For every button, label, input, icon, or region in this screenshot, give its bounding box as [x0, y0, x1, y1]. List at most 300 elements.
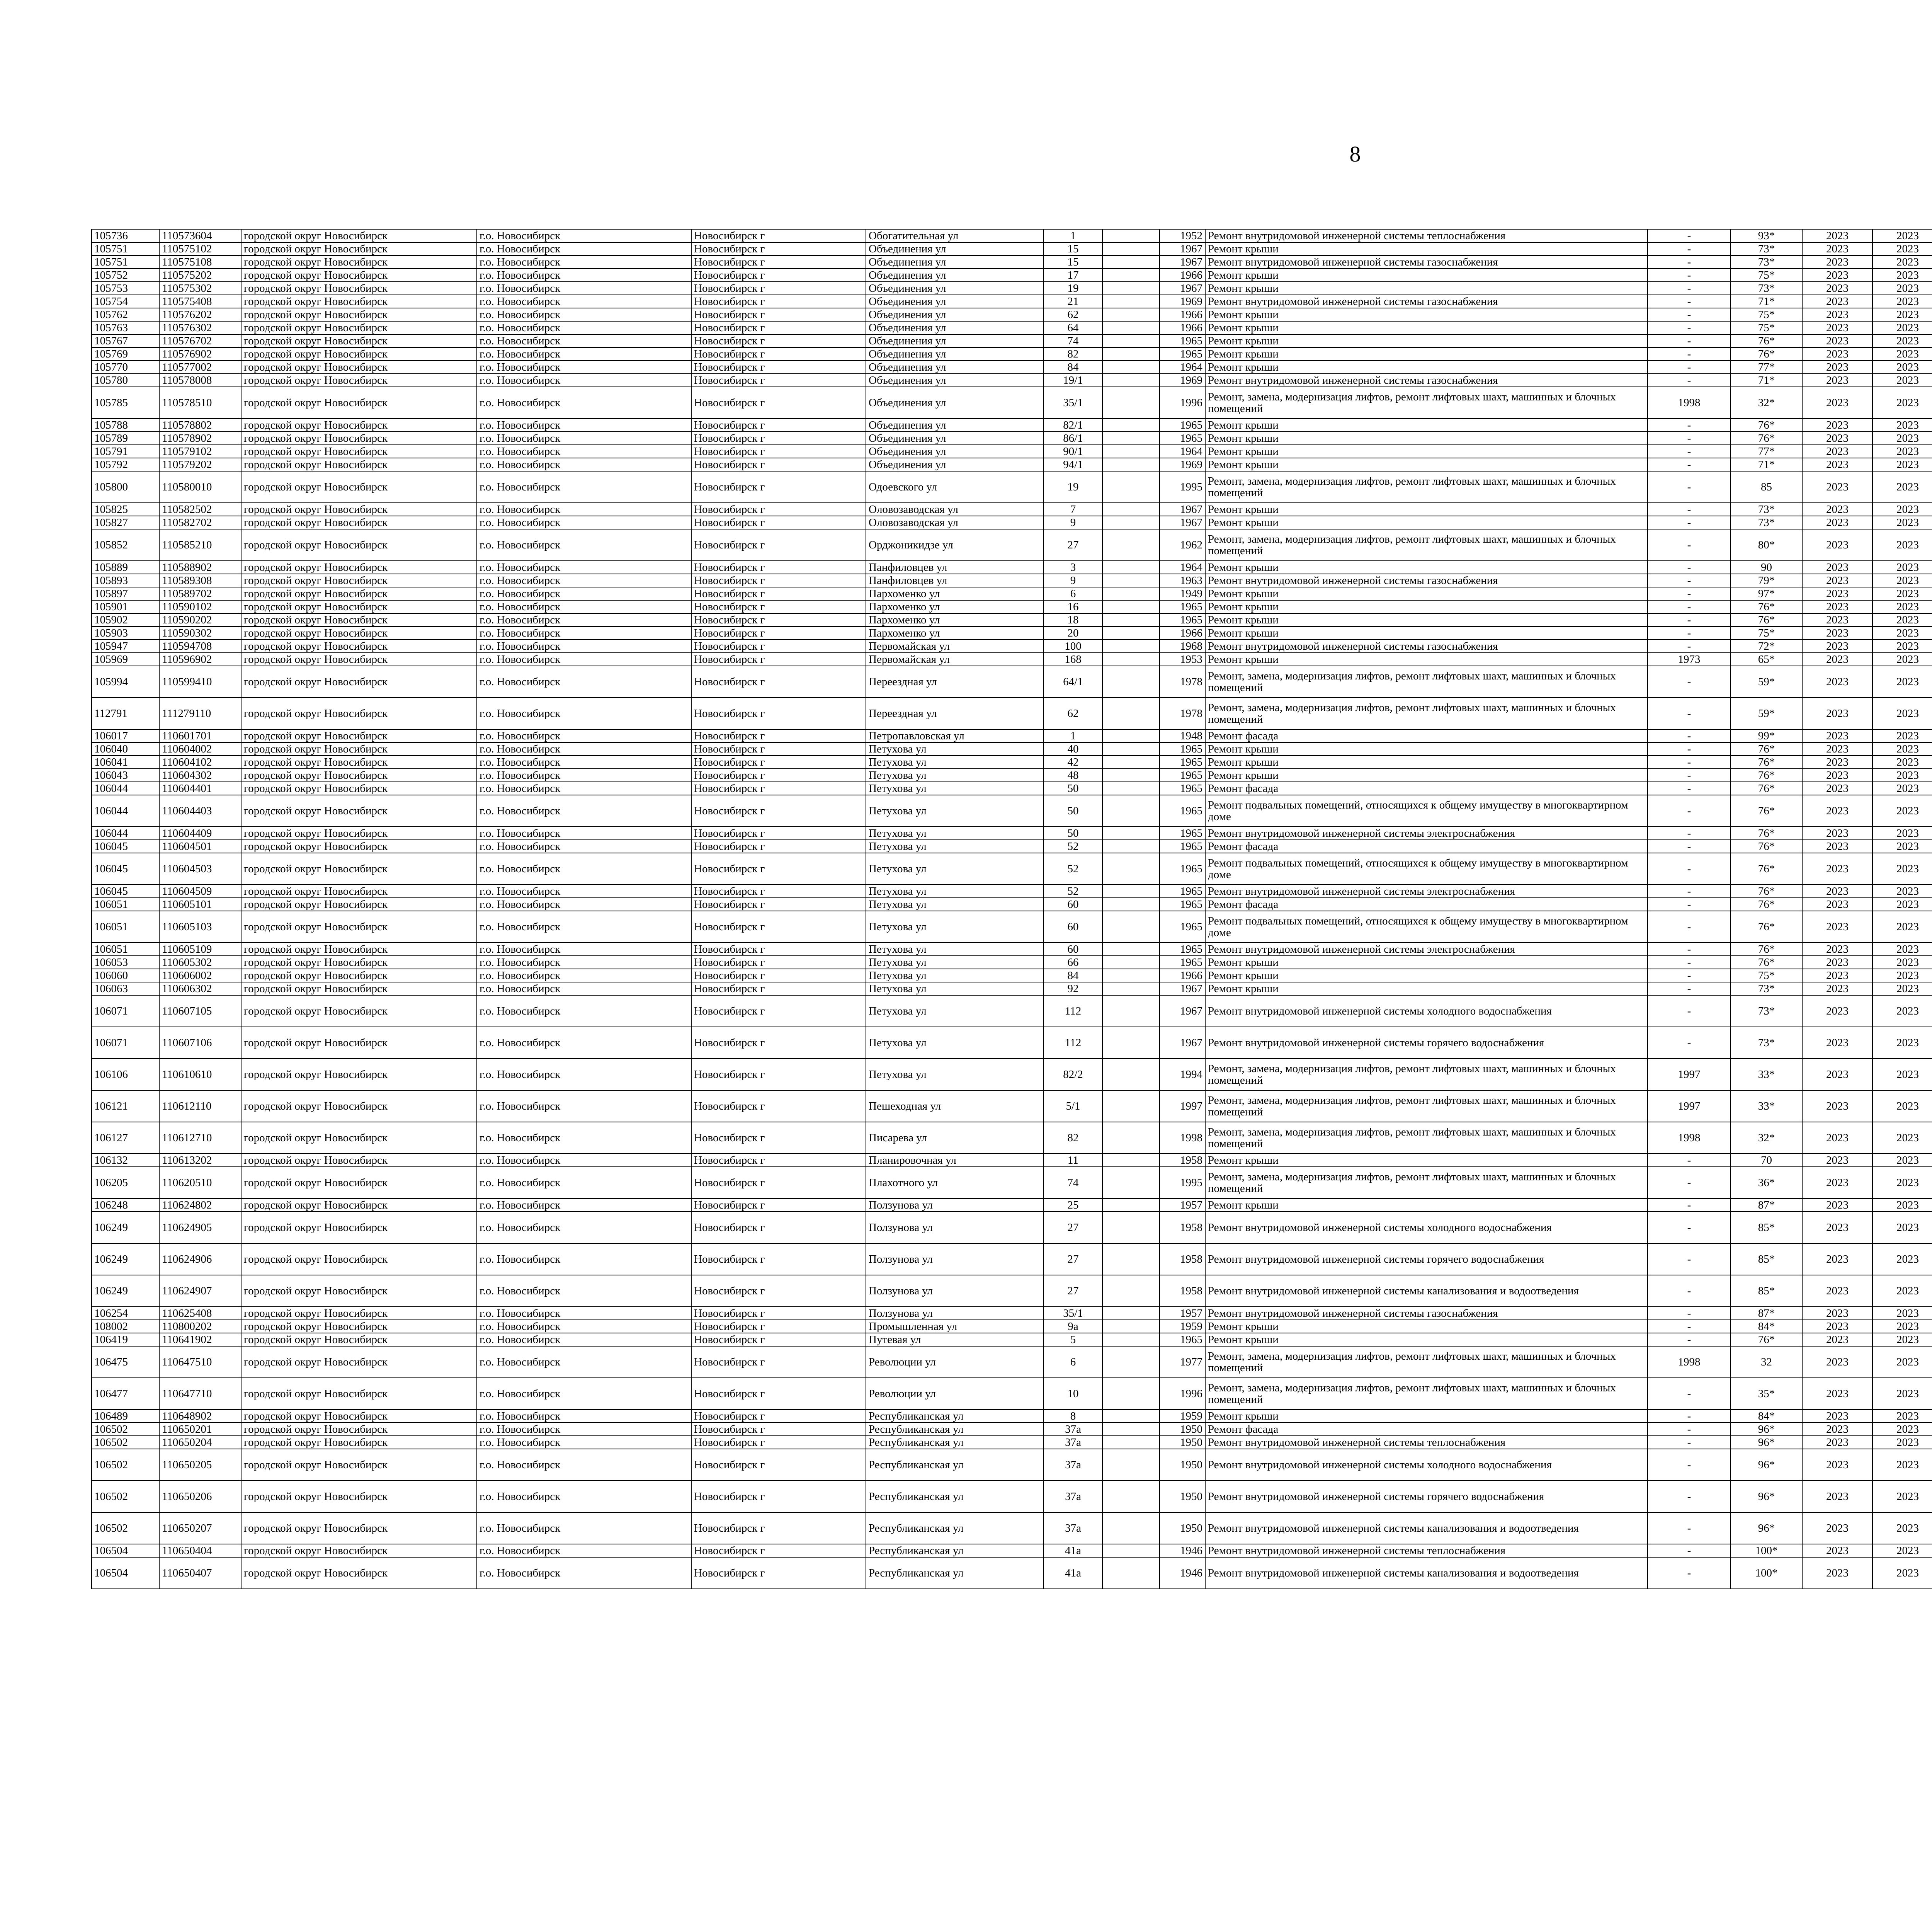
- record-id-cell: 110624906: [159, 1243, 241, 1275]
- plan-start-year-cell: 2023: [1802, 1199, 1872, 1212]
- building-cell: [1102, 374, 1160, 387]
- last-repair-year-cell: -: [1648, 627, 1731, 640]
- last-repair-year-cell: 1973: [1648, 653, 1731, 666]
- municipal-entity-cell: г.о. Новосибирск: [477, 1557, 691, 1589]
- municipal-entity-cell: г.о. Новосибирск: [477, 255, 691, 269]
- municipal-entity-cell: г.о. Новосибирск: [477, 1449, 691, 1481]
- street-cell: Петухова ул: [866, 885, 1044, 898]
- plan-end-year-cell: 2023: [1872, 516, 1932, 529]
- municipal-entity-cell: г.о. Новосибирск: [477, 1167, 691, 1199]
- municipal-district-cell: городской округ Новосибирск: [241, 769, 477, 782]
- plan-end-year-cell: 2023: [1872, 640, 1932, 653]
- locality-cell: Новосибирск г: [691, 782, 866, 795]
- work-type-cell: Ремонт крыши: [1205, 282, 1648, 295]
- work-type-cell: Ремонт фасада: [1205, 782, 1648, 795]
- street-cell: Объединения ул: [866, 347, 1044, 361]
- house-number-cell: 1: [1044, 229, 1102, 242]
- municipal-district-cell: городской округ Новосибирск: [241, 529, 477, 561]
- record-id-cell: 110650407: [159, 1557, 241, 1589]
- build-year-cell: 1965: [1160, 432, 1205, 445]
- house-number-cell: 37а: [1044, 1481, 1102, 1512]
- last-repair-year-cell: -: [1648, 1481, 1731, 1512]
- wear-percent-cell: 32*: [1731, 1122, 1802, 1154]
- last-repair-year-cell: -: [1648, 574, 1731, 587]
- house-id-cell: 105762: [92, 308, 159, 321]
- plan-start-year-cell: 2023: [1802, 1346, 1872, 1378]
- municipal-district-cell: городской округ Новосибирск: [241, 666, 477, 698]
- municipal-district-cell: городской округ Новосибирск: [241, 1423, 477, 1436]
- locality-cell: Новосибирск г: [691, 347, 866, 361]
- municipal-district-cell: городской округ Новосибирск: [241, 1320, 477, 1333]
- last-repair-year-cell: 1998: [1648, 1346, 1731, 1378]
- house-number-cell: 48: [1044, 769, 1102, 782]
- building-cell: [1102, 295, 1160, 308]
- plan-start-year-cell: 2023: [1802, 1275, 1872, 1307]
- plan-start-year-cell: 2023: [1802, 1378, 1872, 1410]
- build-year-cell: 1966: [1160, 308, 1205, 321]
- wear-percent-cell: 90: [1731, 561, 1802, 574]
- record-id-cell: 110605109: [159, 943, 241, 956]
- street-cell: Объединения ул: [866, 387, 1044, 419]
- work-type-cell: Ремонт, замена, модернизация лифтов, ремонт лифтовых шахт, машинных и блочных помещений: [1205, 471, 1648, 503]
- plan-start-year-cell: 2023: [1802, 1557, 1872, 1589]
- municipal-entity-cell: г.о. Новосибирск: [477, 1199, 691, 1212]
- municipal-entity-cell: г.о. Новосибирск: [477, 242, 691, 255]
- house-id-cell: 106071: [92, 1027, 159, 1059]
- work-type-cell: Ремонт крыши: [1205, 969, 1648, 982]
- house-number-cell: 9: [1044, 574, 1102, 587]
- build-year-cell: 1967: [1160, 255, 1205, 269]
- wear-percent-cell: 59*: [1731, 698, 1802, 729]
- wear-percent-cell: 76*: [1731, 742, 1802, 756]
- build-year-cell: 1965: [1160, 347, 1205, 361]
- house-number-cell: 9: [1044, 516, 1102, 529]
- plan-start-year-cell: 2023: [1802, 1449, 1872, 1481]
- work-type-cell: Ремонт подвальных помещений, относящихся к общему имуществу в многоквартирном доме: [1205, 795, 1648, 827]
- municipal-entity-cell: г.о. Новосибирск: [477, 1027, 691, 1059]
- table-row: [92, 1275, 1932, 1307]
- municipal-entity-cell: г.о. Новосибирск: [477, 943, 691, 956]
- record-id-cell: 110604509: [159, 885, 241, 898]
- build-year-cell: 1965: [1160, 419, 1205, 432]
- work-type-cell: Ремонт крыши: [1205, 458, 1648, 471]
- house-id-cell: 106044: [92, 827, 159, 840]
- building-cell: [1102, 445, 1160, 458]
- plan-end-year-cell: 2023: [1872, 295, 1932, 308]
- plan-end-year-cell: 2023: [1872, 1275, 1932, 1307]
- house-number-cell: 37а: [1044, 1423, 1102, 1436]
- table-row: [92, 1512, 1932, 1544]
- build-year-cell: 1950: [1160, 1481, 1205, 1512]
- plan-start-year-cell: 2023: [1802, 516, 1872, 529]
- wear-percent-cell: 76*: [1731, 334, 1802, 347]
- plan-end-year-cell: 2023: [1872, 1307, 1932, 1320]
- plan-end-year-cell: 2023: [1872, 269, 1932, 282]
- building-cell: [1102, 1378, 1160, 1410]
- plan-start-year-cell: 2023: [1802, 503, 1872, 516]
- locality-cell: Новосибирск г: [691, 956, 866, 969]
- work-type-cell: Ремонт крыши: [1205, 627, 1648, 640]
- house-id-cell: 106489: [92, 1410, 159, 1423]
- table-row: [92, 1307, 1932, 1320]
- record-id-cell: 111279110: [159, 698, 241, 729]
- last-repair-year-cell: -: [1648, 516, 1731, 529]
- plan-end-year-cell: 2023: [1872, 756, 1932, 769]
- plan-end-year-cell: 2023: [1872, 653, 1932, 666]
- house-number-cell: 40: [1044, 742, 1102, 756]
- work-type-cell: Ремонт внутридомовой инженерной системы горячего водоснабжения: [1205, 1027, 1648, 1059]
- municipal-entity-cell: г.о. Новосибирск: [477, 1307, 691, 1320]
- locality-cell: Новосибирск г: [691, 666, 866, 698]
- house-number-cell: 82/2: [1044, 1059, 1102, 1090]
- last-repair-year-cell: -: [1648, 529, 1731, 561]
- building-cell: [1102, 334, 1160, 347]
- plan-end-year-cell: 2023: [1872, 445, 1932, 458]
- plan-start-year-cell: 2023: [1802, 374, 1872, 387]
- building-cell: [1102, 885, 1160, 898]
- table-row: [92, 1544, 1932, 1557]
- municipal-district-cell: городской округ Новосибирск: [241, 1307, 477, 1320]
- last-repair-year-cell: -: [1648, 1557, 1731, 1589]
- last-repair-year-cell: -: [1648, 600, 1731, 613]
- table-row: [92, 666, 1932, 698]
- wear-percent-cell: 79*: [1731, 574, 1802, 587]
- record-id-cell: 110604503: [159, 853, 241, 885]
- table-row: [92, 653, 1932, 666]
- building-cell: [1102, 1320, 1160, 1333]
- locality-cell: Новосибирск г: [691, 1512, 866, 1544]
- plan-end-year-cell: 2023: [1872, 1346, 1932, 1378]
- plan-end-year-cell: 2023: [1872, 769, 1932, 782]
- house-number-cell: 62: [1044, 698, 1102, 729]
- wear-percent-cell: 85: [1731, 471, 1802, 503]
- municipal-district-cell: городской округ Новосибирск: [241, 445, 477, 458]
- municipal-district-cell: городской округ Новосибирск: [241, 1027, 477, 1059]
- municipal-entity-cell: г.о. Новосибирск: [477, 1378, 691, 1410]
- record-id-cell: 110607106: [159, 1027, 241, 1059]
- municipal-entity-cell: г.о. Новосибирск: [477, 853, 691, 885]
- locality-cell: Новосибирск г: [691, 1090, 866, 1122]
- building-cell: [1102, 1154, 1160, 1167]
- plan-end-year-cell: 2023: [1872, 742, 1932, 756]
- plan-end-year-cell: 2023: [1872, 1199, 1932, 1212]
- last-repair-year-cell: -: [1648, 269, 1731, 282]
- street-cell: Петухова ул: [866, 853, 1044, 885]
- municipal-entity-cell: г.о. Новосибирск: [477, 269, 691, 282]
- last-repair-year-cell: -: [1648, 969, 1731, 982]
- wear-percent-cell: 80*: [1731, 529, 1802, 561]
- plan-end-year-cell: 2023: [1872, 898, 1932, 911]
- record-id-cell: 110650204: [159, 1436, 241, 1449]
- municipal-entity-cell: г.о. Новосибирск: [477, 827, 691, 840]
- last-repair-year-cell: -: [1648, 1027, 1731, 1059]
- municipal-district-cell: городской округ Новосибирск: [241, 458, 477, 471]
- plan-end-year-cell: 2023: [1872, 969, 1932, 982]
- locality-cell: Новосибирск г: [691, 742, 866, 756]
- table-row: [92, 613, 1932, 627]
- house-number-cell: 60: [1044, 898, 1102, 911]
- work-type-cell: Ремонт внутридомовой инженерной системы холодного водоснабжения: [1205, 995, 1648, 1027]
- locality-cell: Новосибирск г: [691, 1212, 866, 1243]
- building-cell: [1102, 742, 1160, 756]
- plan-start-year-cell: 2023: [1802, 827, 1872, 840]
- locality-cell: Новосибирск г: [691, 529, 866, 561]
- municipal-entity-cell: г.о. Новосибирск: [477, 640, 691, 653]
- locality-cell: Новосибирск г: [691, 756, 866, 769]
- plan-start-year-cell: 2023: [1802, 613, 1872, 627]
- building-cell: [1102, 640, 1160, 653]
- wear-percent-cell: 76*: [1731, 432, 1802, 445]
- wear-percent-cell: 73*: [1731, 282, 1802, 295]
- building-cell: [1102, 1544, 1160, 1557]
- work-type-cell: Ремонт внутридомовой инженерной системы теплоснабжения: [1205, 229, 1648, 242]
- last-repair-year-cell: -: [1648, 956, 1731, 969]
- table-row: [92, 1122, 1932, 1154]
- house-number-cell: 92: [1044, 982, 1102, 995]
- locality-cell: Новосибирск г: [691, 269, 866, 282]
- building-cell: [1102, 1481, 1160, 1512]
- record-id-cell: 110650404: [159, 1544, 241, 1557]
- plan-start-year-cell: 2023: [1802, 943, 1872, 956]
- street-cell: Петухова ул: [866, 795, 1044, 827]
- table-row: [92, 458, 1932, 471]
- house-id-cell: 105791: [92, 445, 159, 458]
- plan-start-year-cell: 2023: [1802, 911, 1872, 943]
- plan-end-year-cell: 2023: [1872, 432, 1932, 445]
- last-repair-year-cell: -: [1648, 1333, 1731, 1346]
- wear-percent-cell: 76*: [1731, 898, 1802, 911]
- house-id-cell: 105753: [92, 282, 159, 295]
- table-row: [92, 1154, 1932, 1167]
- record-id-cell: 110588902: [159, 561, 241, 574]
- work-type-cell: Ремонт крыши: [1205, 769, 1648, 782]
- house-id-cell: 106044: [92, 782, 159, 795]
- plan-end-year-cell: 2023: [1872, 956, 1932, 969]
- plan-end-year-cell: 2023: [1872, 827, 1932, 840]
- street-cell: Объединения ул: [866, 308, 1044, 321]
- municipal-entity-cell: г.о. Новосибирск: [477, 911, 691, 943]
- table-row: [92, 387, 1932, 419]
- street-cell: Панфиловцев ул: [866, 561, 1044, 574]
- municipal-district-cell: городской округ Новосибирск: [241, 1481, 477, 1512]
- building-cell: [1102, 943, 1160, 956]
- street-cell: Писарева ул: [866, 1122, 1044, 1154]
- last-repair-year-cell: -: [1648, 698, 1731, 729]
- build-year-cell: 1996: [1160, 1378, 1205, 1410]
- plan-end-year-cell: 2023: [1872, 911, 1932, 943]
- municipal-entity-cell: г.о. Новосибирск: [477, 458, 691, 471]
- plan-end-year-cell: 2023: [1872, 419, 1932, 432]
- table-row: [92, 729, 1932, 742]
- street-cell: Петухова ул: [866, 1027, 1044, 1059]
- last-repair-year-cell: -: [1648, 982, 1731, 995]
- work-type-cell: Ремонт внутридомовой инженерной системы газоснабжения: [1205, 295, 1648, 308]
- table-row: [92, 840, 1932, 853]
- house-number-cell: 27: [1044, 1275, 1102, 1307]
- work-type-cell: Ремонт внутридомовой инженерной системы теплоснабжения: [1205, 1544, 1648, 1557]
- municipal-entity-cell: г.о. Новосибирск: [477, 698, 691, 729]
- work-type-cell: Ремонт, замена, модернизация лифтов, ремонт лифтовых шахт, машинных и блочных помещений: [1205, 698, 1648, 729]
- locality-cell: Новосибирск г: [691, 503, 866, 516]
- plan-start-year-cell: 2023: [1802, 1243, 1872, 1275]
- table-row: [92, 503, 1932, 516]
- plan-start-year-cell: 2023: [1802, 769, 1872, 782]
- table-row: [92, 969, 1932, 982]
- municipal-district-cell: городской округ Новосибирск: [241, 911, 477, 943]
- table-row: [92, 600, 1932, 613]
- last-repair-year-cell: -: [1648, 1243, 1731, 1275]
- street-cell: Петухова ул: [866, 782, 1044, 795]
- municipal-entity-cell: г.о. Новосибирск: [477, 1320, 691, 1333]
- locality-cell: Новосибирск г: [691, 698, 866, 729]
- work-type-cell: Ремонт крыши: [1205, 445, 1648, 458]
- house-id-cell: 106045: [92, 840, 159, 853]
- house-number-cell: 90/1: [1044, 445, 1102, 458]
- municipal-district-cell: городской округ Новосибирск: [241, 600, 477, 613]
- work-type-cell: Ремонт крыши: [1205, 1320, 1648, 1333]
- plan-start-year-cell: 2023: [1802, 529, 1872, 561]
- locality-cell: Новосибирск г: [691, 1167, 866, 1199]
- locality-cell: Новосибирск г: [691, 1333, 866, 1346]
- building-cell: [1102, 587, 1160, 600]
- record-id-cell: 110582702: [159, 516, 241, 529]
- record-id-cell: 110605302: [159, 956, 241, 969]
- municipal-entity-cell: г.о. Новосибирск: [477, 1154, 691, 1167]
- work-type-cell: Ремонт крыши: [1205, 756, 1648, 769]
- record-id-cell: 110605103: [159, 911, 241, 943]
- locality-cell: Новосибирск г: [691, 229, 866, 242]
- street-cell: Объединения ул: [866, 432, 1044, 445]
- building-cell: [1102, 1307, 1160, 1320]
- street-cell: Республиканская ул: [866, 1449, 1044, 1481]
- record-id-cell: 110613202: [159, 1154, 241, 1167]
- house-number-cell: 11: [1044, 1154, 1102, 1167]
- plan-start-year-cell: 2023: [1802, 1212, 1872, 1243]
- work-type-cell: Ремонт крыши: [1205, 1410, 1648, 1423]
- locality-cell: Новосибирск г: [691, 853, 866, 885]
- municipal-district-cell: городской округ Новосибирск: [241, 1059, 477, 1090]
- street-cell: Обогатительная ул: [866, 229, 1044, 242]
- wear-percent-cell: 76*: [1731, 1333, 1802, 1346]
- building-cell: [1102, 269, 1160, 282]
- house-id-cell: 105903: [92, 627, 159, 640]
- last-repair-year-cell: -: [1648, 503, 1731, 516]
- municipal-district-cell: городской округ Новосибирск: [241, 995, 477, 1027]
- municipal-entity-cell: г.о. Новосибирск: [477, 1512, 691, 1544]
- municipal-district-cell: городской округ Новосибирск: [241, 242, 477, 255]
- plan-start-year-cell: 2023: [1802, 600, 1872, 613]
- plan-end-year-cell: 2023: [1872, 229, 1932, 242]
- locality-cell: Новосибирск г: [691, 445, 866, 458]
- locality-cell: Новосибирск г: [691, 1449, 866, 1481]
- build-year-cell: 1950: [1160, 1512, 1205, 1544]
- locality-cell: Новосибирск г: [691, 374, 866, 387]
- street-cell: Промышленная ул: [866, 1320, 1044, 1333]
- table-row: [92, 769, 1932, 782]
- house-id-cell: 106045: [92, 885, 159, 898]
- municipal-entity-cell: г.о. Новосибирск: [477, 347, 691, 361]
- plan-start-year-cell: 2023: [1802, 432, 1872, 445]
- street-cell: Объединения ул: [866, 334, 1044, 347]
- plan-end-year-cell: 2023: [1872, 1320, 1932, 1333]
- build-year-cell: 1965: [1160, 600, 1205, 613]
- wear-percent-cell: 76*: [1731, 756, 1802, 769]
- street-cell: Петухова ул: [866, 995, 1044, 1027]
- build-year-cell: 1965: [1160, 827, 1205, 840]
- plan-end-year-cell: 2023: [1872, 374, 1932, 387]
- building-cell: [1102, 898, 1160, 911]
- wear-percent-cell: 73*: [1731, 995, 1802, 1027]
- work-type-cell: Ремонт крыши: [1205, 516, 1648, 529]
- street-cell: Пархоменко ул: [866, 627, 1044, 640]
- table-row: [92, 561, 1932, 574]
- table-row: [92, 1333, 1932, 1346]
- build-year-cell: 1946: [1160, 1557, 1205, 1589]
- wear-percent-cell: 75*: [1731, 627, 1802, 640]
- municipal-district-cell: городской округ Новосибирск: [241, 334, 477, 347]
- municipal-entity-cell: г.о. Новосибирск: [477, 627, 691, 640]
- house-number-cell: 21: [1044, 295, 1102, 308]
- build-year-cell: 1965: [1160, 1333, 1205, 1346]
- build-year-cell: 1965: [1160, 898, 1205, 911]
- house-number-cell: 100: [1044, 640, 1102, 653]
- plan-start-year-cell: 2023: [1802, 1544, 1872, 1557]
- house-id-cell: 106051: [92, 911, 159, 943]
- last-repair-year-cell: -: [1648, 1154, 1731, 1167]
- locality-cell: Новосибирск г: [691, 1154, 866, 1167]
- street-cell: Ползунова ул: [866, 1199, 1044, 1212]
- wear-percent-cell: 96*: [1731, 1481, 1802, 1512]
- wear-percent-cell: 75*: [1731, 269, 1802, 282]
- municipal-entity-cell: г.о. Новосибирск: [477, 969, 691, 982]
- record-id-cell: 110604102: [159, 756, 241, 769]
- plan-end-year-cell: 2023: [1872, 574, 1932, 587]
- table-row: [92, 1378, 1932, 1410]
- locality-cell: Новосибирск г: [691, 1275, 866, 1307]
- plan-end-year-cell: 2023: [1872, 782, 1932, 795]
- municipal-entity-cell: г.о. Новосибирск: [477, 795, 691, 827]
- build-year-cell: 1967: [1160, 503, 1205, 516]
- house-number-cell: 1: [1044, 729, 1102, 742]
- record-id-cell: 110594708: [159, 640, 241, 653]
- work-type-cell: Ремонт внутридомовой инженерной системы канализования и водоотведения: [1205, 1512, 1648, 1544]
- build-year-cell: 1965: [1160, 853, 1205, 885]
- municipal-district-cell: городской округ Новосибирск: [241, 282, 477, 295]
- locality-cell: Новосибирск г: [691, 574, 866, 587]
- municipal-district-cell: городской округ Новосибирск: [241, 756, 477, 769]
- last-repair-year-cell: -: [1648, 295, 1731, 308]
- work-type-cell: Ремонт подвальных помещений, относящихся к общему имуществу в многоквартирном доме: [1205, 911, 1648, 943]
- municipal-district-cell: городской округ Новосибирск: [241, 640, 477, 653]
- house-id-cell: 106477: [92, 1378, 159, 1410]
- locality-cell: Новосибирск г: [691, 898, 866, 911]
- table-row: [92, 1212, 1932, 1243]
- municipal-entity-cell: г.о. Новосибирск: [477, 1212, 691, 1243]
- table-row: [92, 419, 1932, 432]
- record-id-cell: 110612710: [159, 1122, 241, 1154]
- street-cell: Объединения ул: [866, 269, 1044, 282]
- build-year-cell: 1965: [1160, 840, 1205, 853]
- plan-end-year-cell: 2023: [1872, 1436, 1932, 1449]
- record-id-cell: 110575408: [159, 295, 241, 308]
- municipal-district-cell: городской округ Новосибирск: [241, 1167, 477, 1199]
- plan-start-year-cell: 2023: [1802, 1027, 1872, 1059]
- build-year-cell: 1998: [1160, 1122, 1205, 1154]
- work-type-cell: Ремонт крыши: [1205, 600, 1648, 613]
- municipal-entity-cell: г.о. Новосибирск: [477, 600, 691, 613]
- record-id-cell: 110578510: [159, 387, 241, 419]
- build-year-cell: 1996: [1160, 387, 1205, 419]
